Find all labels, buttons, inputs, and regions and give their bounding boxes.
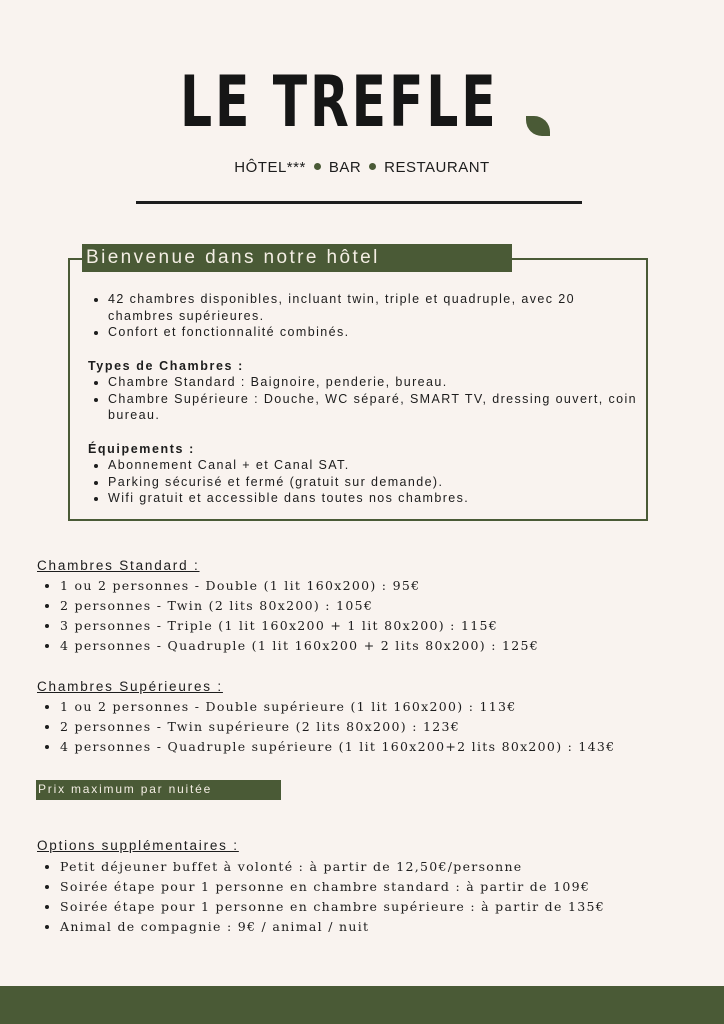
- room-types-heading: Types de Chambres :: [88, 358, 244, 373]
- superior-rooms-list: [37, 697, 615, 757]
- list-item: • 1 ou 2 personnes - Double supérieure (1 lit 160x200) : 113€: [60, 697, 615, 717]
- leaf-icon: [526, 116, 550, 136]
- dot-separator-icon: [314, 163, 321, 170]
- dot-separator-icon: [369, 163, 376, 170]
- options-heading: Options supplémentaires :: [37, 838, 239, 853]
- header-divider: [136, 201, 582, 204]
- standard-rooms-heading: Chambres Standard :: [37, 558, 200, 573]
- hotel-logo: LE TREFLE: [180, 61, 499, 143]
- list-item: • 4 personnes - Quadruple supérieure (1 lit 160x200+2 lits 80x200) : 143€: [60, 737, 615, 757]
- list-item: • Abonnement Canal + et Canal SAT.: [108, 457, 638, 474]
- list-item: • 1 ou 2 personnes - Double (1 lit 160x200) : 95€: [60, 576, 539, 596]
- equipment-heading: Équipements :: [88, 441, 195, 456]
- list-item: • Confort et fonctionnalité combinés.: [108, 324, 638, 341]
- intro-list: [88, 291, 638, 341]
- welcome-content: [88, 291, 638, 507]
- subtitle-restaurant: RESTAURANT: [384, 159, 490, 176]
- welcome-title: Bienvenue dans notre hôtel: [82, 244, 512, 272]
- list-item: • Animal de compagnie : 9€ / animal / nuit: [60, 917, 605, 937]
- list-item: • 3 personnes - Triple (1 lit 160x200 + 1 lit 80x200) : 115€: [60, 616, 539, 636]
- list-item: • Chambre Standard : Baignoire, penderie, bureau.: [108, 374, 638, 391]
- equipment-list: [88, 457, 638, 507]
- list-item: • Wifi gratuit et accessible dans toutes nos chambres.: [108, 490, 638, 507]
- list-item: • 4 personnes - Quadruple (1 lit 160x200 + 2 lits 80x200) : 125€: [60, 636, 539, 656]
- subtitle-bar: BAR: [328, 159, 362, 176]
- list-item: • Parking sécurisé et fermé (gratuit sur demande).: [108, 474, 638, 491]
- hotel-subtitle: [0, 159, 724, 176]
- standard-rooms-list: [37, 576, 539, 656]
- list-item: • 2 personnes - Twin supérieure (2 lits 80x200) : 123€: [60, 717, 615, 737]
- list-item: • Soirée étape pour 1 personne en chambre supérieure : à partir de 135€: [60, 897, 605, 917]
- list-item: • Petit déjeuner buffet à volonté : à partir de 12,50€/personne: [60, 857, 605, 877]
- options-list: [37, 857, 605, 937]
- subtitle-hotel: HÔTEL***: [234, 159, 306, 176]
- superior-rooms-heading: Chambres Supérieures :: [37, 679, 223, 694]
- room-types-list: [88, 374, 638, 424]
- list-item: • 2 personnes - Twin (2 lits 80x200) : 105€: [60, 596, 539, 616]
- list-item: • 42 chambres disponibles, incluant twin, triple et quadruple, avec 20 chambres supérieures.: [108, 291, 638, 324]
- footer-band: [0, 986, 724, 1024]
- list-item: • Soirée étape pour 1 personne en chambre standard : à partir de 109€: [60, 877, 605, 897]
- price-note-banner: Prix maximum par nuitée: [36, 780, 281, 800]
- list-item: • Chambre Supérieure : Douche, WC séparé, SMART TV, dressing ouvert, coin bureau.: [108, 391, 638, 424]
